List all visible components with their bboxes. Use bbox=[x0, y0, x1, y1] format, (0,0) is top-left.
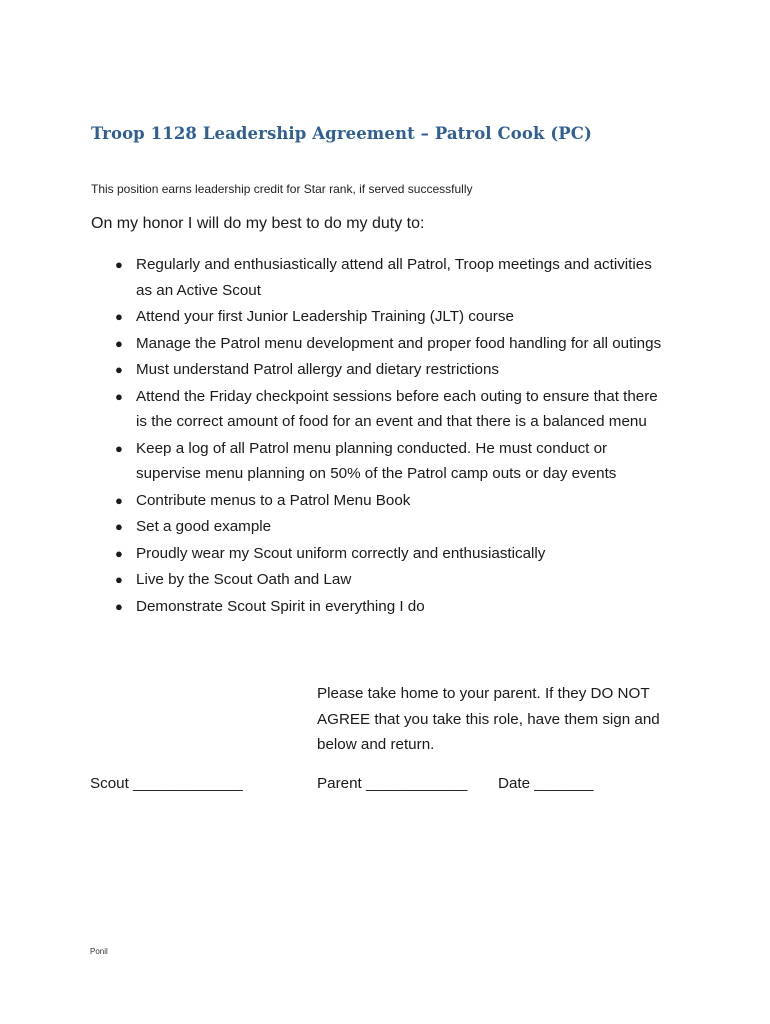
duty-text: Regularly and enthusiastically attend all Patrol, Troop meetings and activities as an Active Scout bbox=[136, 256, 652, 299]
parent-note: Please take home to your parent. If they DO NOT AGREE that you take this role, have them sign and below and return. bbox=[317, 685, 660, 753]
duty-text: Attend the Friday checkpoint sessions before each outing to ensure that there is the correct amount of food for an event and that there is a balanced menu bbox=[136, 387, 658, 430]
scout-signature-line: Scout _____________ bbox=[90, 775, 243, 792]
duty-text: Must understand Patrol allergy and dietary restrictions bbox=[136, 361, 499, 378]
duty-text: Demonstrate Scout Spirit in everything I do bbox=[136, 597, 425, 615]
bullet-icon: ● bbox=[115, 492, 123, 508]
bullet-icon: ● bbox=[115, 257, 123, 272]
bullet-icon: ● bbox=[115, 362, 123, 377]
bullet-icon: ● bbox=[115, 572, 123, 587]
duty-text: Contribute menus to a Patrol Menu Book bbox=[136, 491, 411, 509]
credit-note: This position earns leadership credit for Star rank, if served successfully bbox=[91, 182, 473, 196]
bullet-icon: ● bbox=[115, 519, 123, 534]
list-item bbox=[91, 567, 671, 593]
list-item bbox=[91, 357, 671, 383]
duty-text: Manage the Patrol menu development and proper food handling for all outings bbox=[136, 334, 662, 352]
bullet-icon: ● bbox=[115, 440, 123, 456]
duty-text: Attend your first Junior Leadership Training (JLT) course bbox=[136, 308, 514, 325]
bullet-icon: ● bbox=[115, 335, 123, 351]
footer-label: Ponil bbox=[90, 947, 108, 956]
page-title: Troop 1128 Leadership Agreement – Patrol Cook (PC) bbox=[91, 124, 592, 143]
list-item bbox=[91, 594, 671, 620]
duty-text: Live by the Scout Oath and Law bbox=[136, 571, 352, 588]
bullet-icon: ● bbox=[115, 545, 123, 561]
list-item bbox=[91, 436, 671, 487]
bullet-icon: ● bbox=[115, 388, 123, 404]
duty-text: Keep a log of all Patrol menu planning conducted. He must conduct or supervise menu planning on 50% of the Patrol camp outs or day events bbox=[136, 439, 617, 482]
bullet-icon: ● bbox=[115, 598, 123, 614]
list-item bbox=[91, 514, 671, 540]
list-item bbox=[91, 488, 671, 514]
date-line: Date _______ bbox=[498, 775, 594, 792]
list-item bbox=[91, 384, 671, 435]
duty-text: Set a good example bbox=[136, 518, 272, 535]
list-item bbox=[91, 331, 671, 357]
duties-list bbox=[91, 252, 671, 620]
list-item bbox=[91, 304, 671, 330]
list-item bbox=[91, 252, 671, 303]
oath-intro: On my honor I will do my best to do my duty to: bbox=[91, 215, 425, 232]
bullet-icon: ● bbox=[115, 309, 123, 324]
duty-text: Proudly wear my Scout uniform correctly and enthusiastically bbox=[136, 544, 546, 562]
list-item bbox=[91, 541, 671, 567]
parent-signature-line: Parent ____________ bbox=[317, 775, 468, 792]
